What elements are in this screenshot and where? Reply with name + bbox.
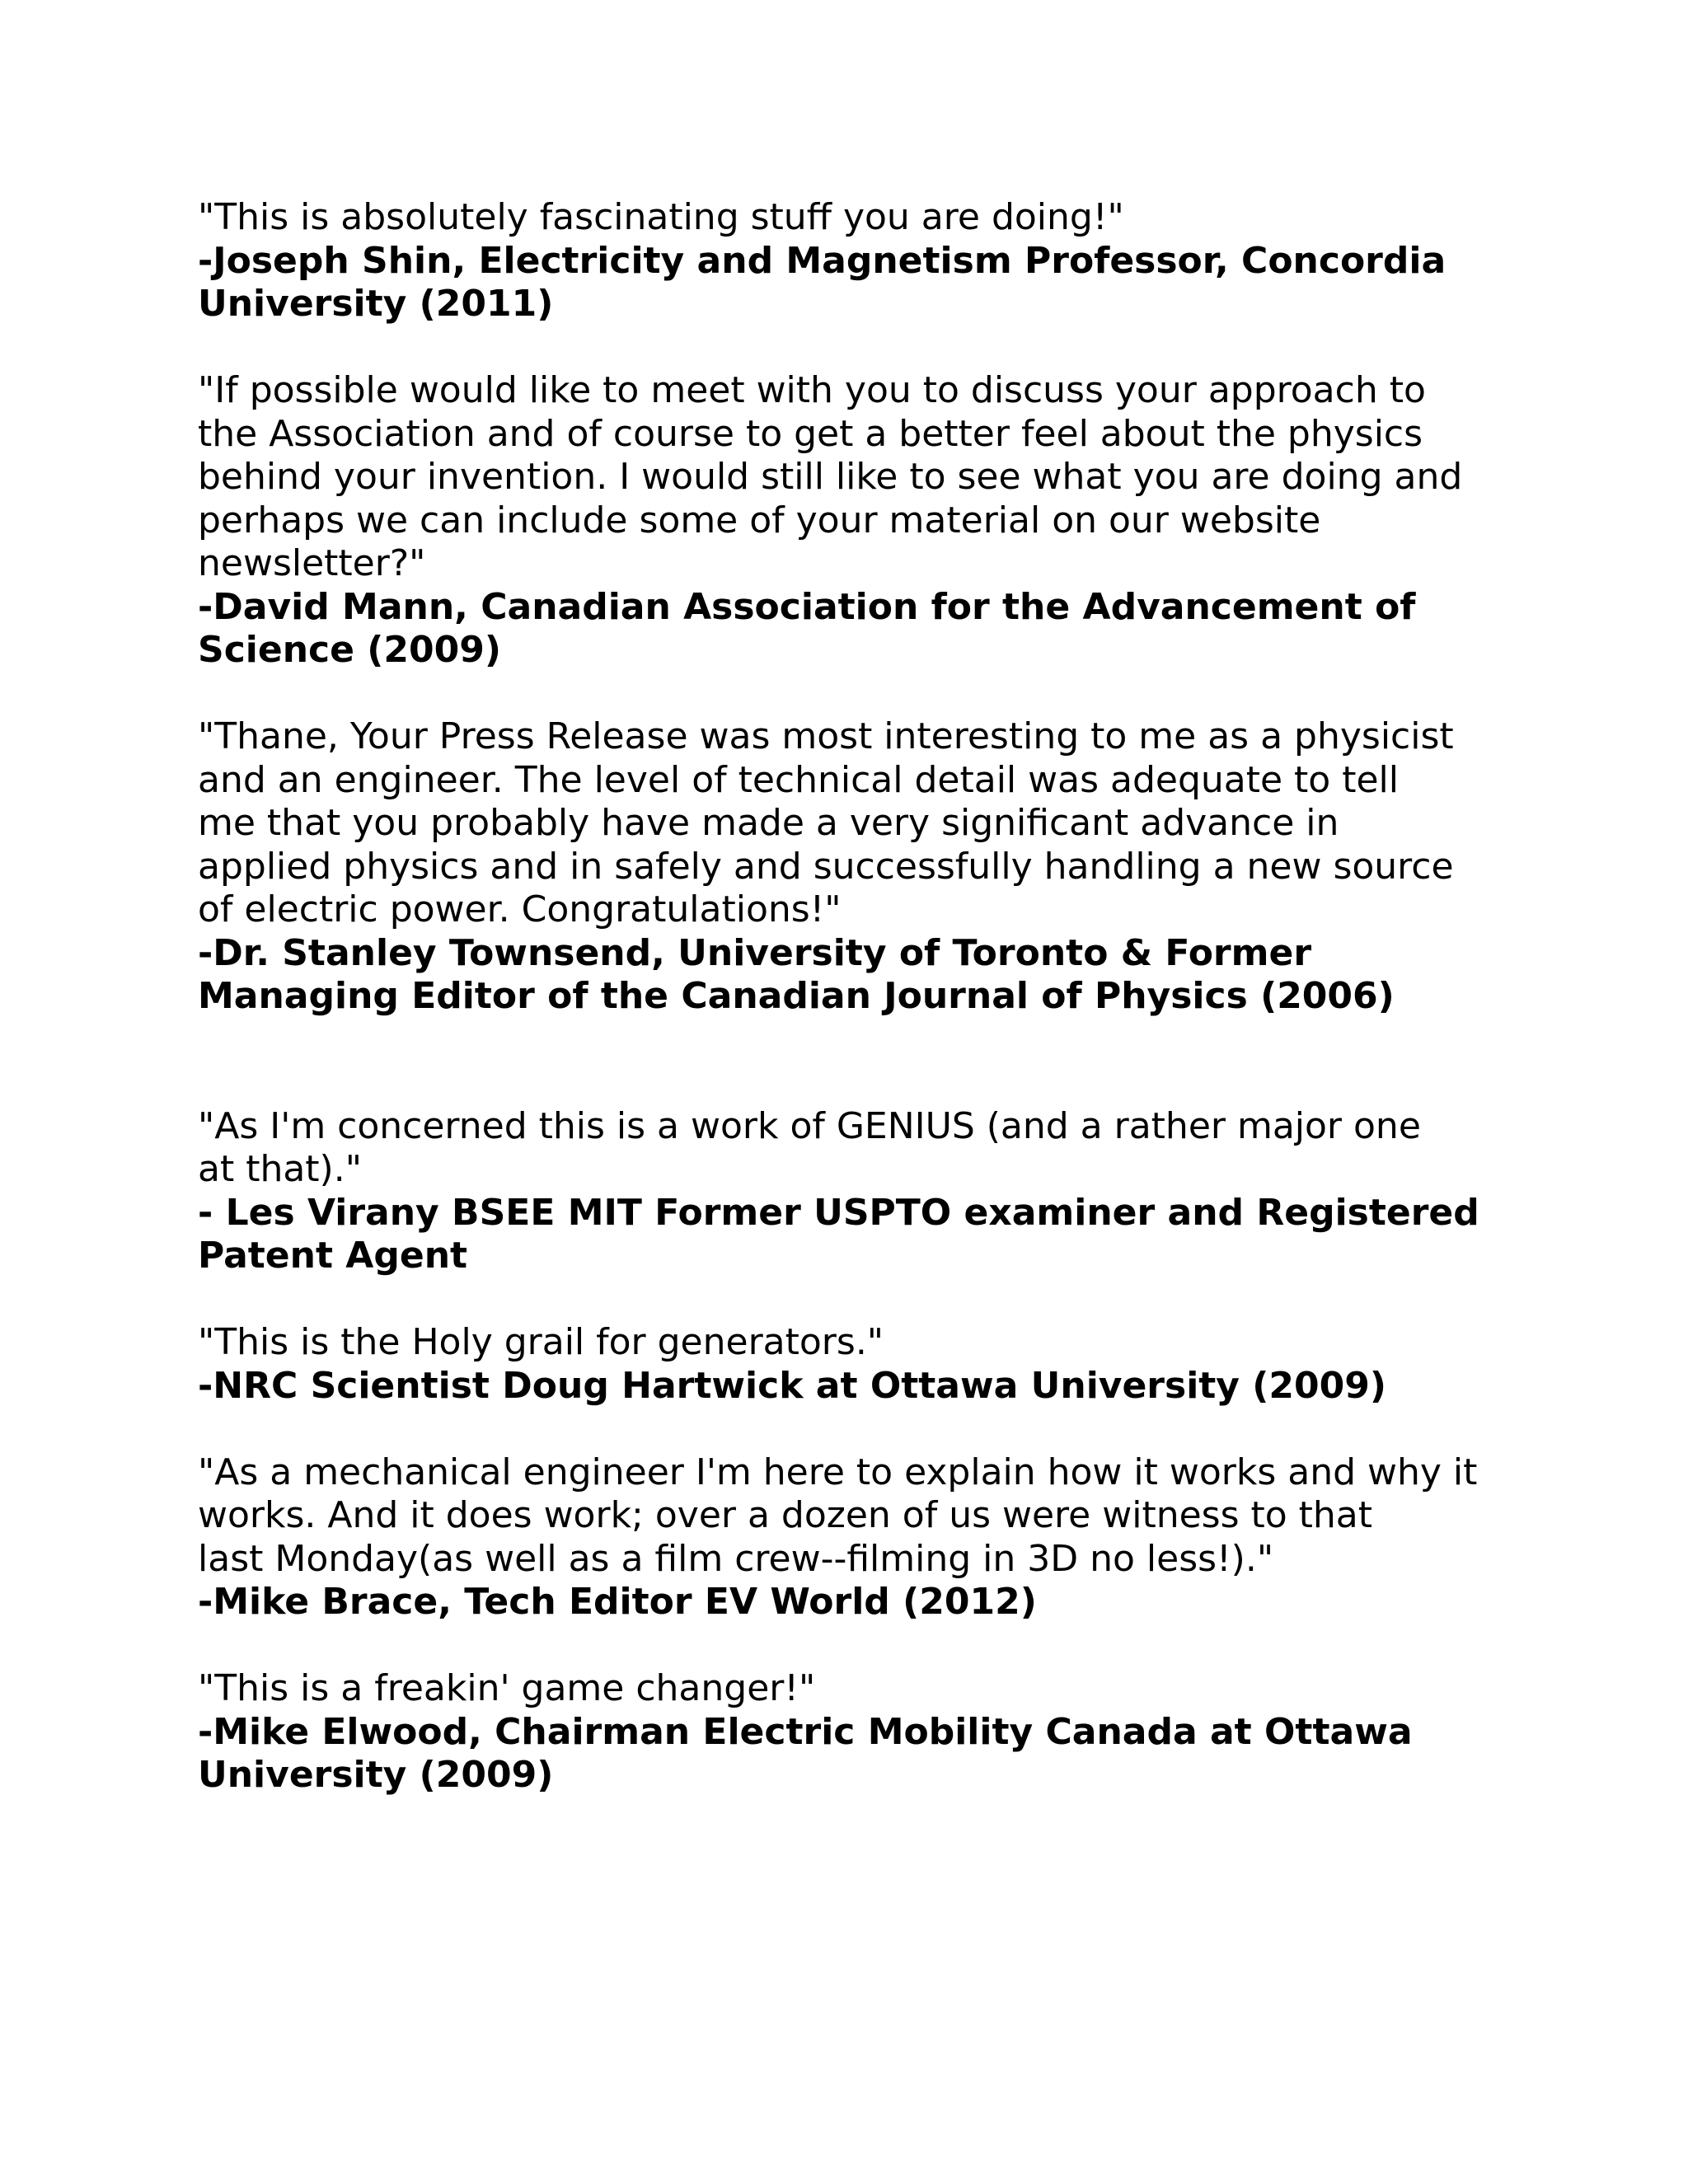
testimonials-list (198, 196, 1484, 1797)
quote-line: me that you probably have made a very significant advance in (198, 802, 1339, 844)
paragraph-spacer (198, 673, 1484, 716)
attribution-line: University (2011) (198, 283, 554, 325)
quote-line: "As a mechanical engineer I'm here to explain how it works and why it (198, 1451, 1478, 1493)
quote-line: "As I'm concerned this is a work of GENIUS (and a rather major one (198, 1104, 1421, 1147)
attribution-line: Managing Editor of the Canadian Journal of Physics (2006) (198, 975, 1395, 1017)
testimonial (198, 1321, 1484, 1408)
paragraph-spacer (198, 1624, 1484, 1668)
paragraph-spacer (198, 1278, 1484, 1322)
quote-line: at that)." (198, 1148, 362, 1190)
quote-line: and an engineer. The level of technical detail was adequate to tell (198, 758, 1399, 801)
quote-line: behind your invention. I would still like to see what you are doing and (198, 456, 1463, 498)
attribution-line: -Mike Elwood, Chairman Electric Mobility Canada at Ottawa (198, 1710, 1413, 1753)
testimonial (198, 1451, 1484, 1624)
quote-line: perhaps we can include some of your material on our website (198, 499, 1321, 541)
quote-line: works. And it does work; over a dozen of us were witness to that (198, 1494, 1372, 1536)
attribution-line: - Les Virany BSEE MIT Former USPTO examiner and Registered (198, 1191, 1479, 1234)
attribution-line: Patent Agent (198, 1235, 468, 1277)
attribution-line: -Joseph Shin, Electricity and Magnetism Professor, Concordia (198, 239, 1447, 282)
quote-line: "If possible would like to meet with you to discuss your approach to (198, 369, 1426, 411)
testimonial (198, 715, 1484, 1019)
attribution-line: -Mike Brace, Tech Editor EV World (2012) (198, 1581, 1037, 1623)
attribution-line: Science (2009) (198, 629, 501, 671)
attribution-line: -Dr. Stanley Townsend, University of Toronto & Former (198, 931, 1312, 974)
testimonial (198, 1667, 1484, 1797)
testimonial (198, 1105, 1484, 1278)
attribution-line: -David Mann, Canadian Association for the Advancement of (198, 585, 1416, 628)
testimonial (198, 196, 1484, 326)
quote-line: "This is a freakin' game changer!" (198, 1667, 816, 1709)
paragraph-spacer (198, 1408, 1484, 1451)
quote-line: "Thane, Your Press Release was most interesting to me as a physicist (198, 715, 1454, 757)
quote-line: newsletter?" (198, 542, 426, 584)
quote-line: "This is absolutely fascinating stuff you are doing!" (198, 196, 1124, 238)
attribution-line: University (2009) (198, 1754, 554, 1796)
quote-line: the Association and of course to get a better feel about the physics (198, 412, 1423, 455)
paragraph-spacer (198, 1019, 1484, 1105)
quote-line: applied physics and in safely and successfully handling a new source (198, 845, 1454, 888)
quote-line: last Monday(as well as a film crew--filming in 3D no less!)." (198, 1537, 1274, 1580)
quote-line: "This is the Holy grail for generators." (198, 1321, 884, 1363)
quote-line: of electric power. Congratulations!" (198, 888, 842, 930)
paragraph-spacer (198, 326, 1484, 370)
testimonial (198, 369, 1484, 673)
attribution-line: -NRC Scientist Doug Hartwick at Ottawa University (2009) (198, 1364, 1386, 1407)
